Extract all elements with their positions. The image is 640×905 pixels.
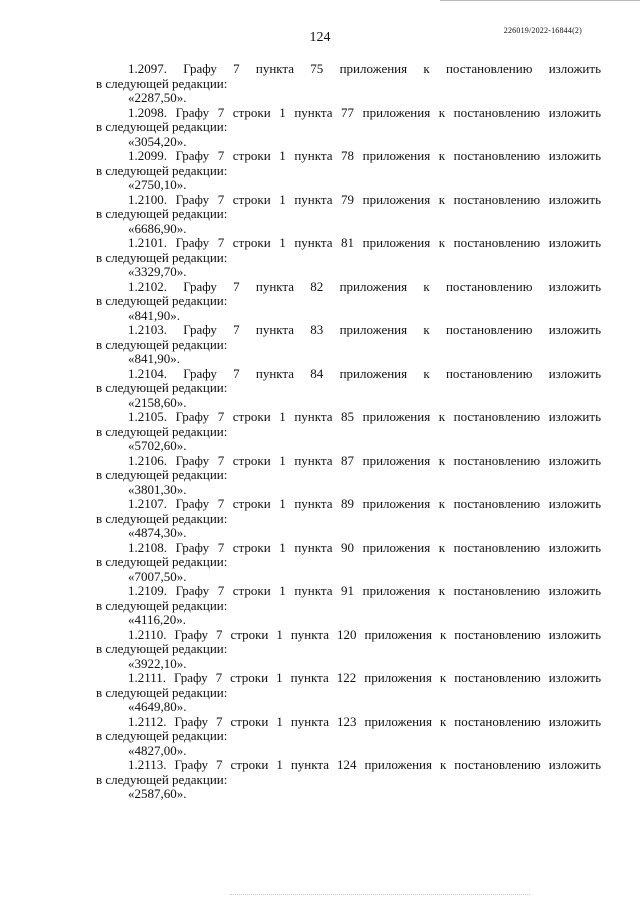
amendment-text: 1.2109. Графу 7 строки 1 пункта 91 приложения к постановлению изложить <box>128 583 601 598</box>
document-id: 226019/2022-16844(2) <box>503 26 582 35</box>
amendment-list <box>96 62 601 802</box>
amendment-value: «2750,10». <box>128 177 187 192</box>
amendment-text: 1.2113. Графу 7 строки 1 пункта 124 приложения к постановлению изложить <box>128 757 601 772</box>
amendment-item <box>96 541 601 585</box>
amendment-continuation: в следующей редакции: <box>96 684 228 700</box>
amendment-value: «4116,20». <box>128 612 187 627</box>
amendment-value: «4874,30». <box>128 525 187 540</box>
amendment-text: 1.2110. Графу 7 строки 1 пункта 120 приложения к постановлению изложить <box>128 626 601 642</box>
amendment-value: «841,90». <box>128 307 180 323</box>
amendment-value: «3922,10». <box>128 655 187 671</box>
amendment-continuation: в следующей редакции: <box>96 423 228 439</box>
amendment-continuation: в следующей редакции: <box>96 597 228 613</box>
amendment-continuation: в следующей редакции: <box>96 467 228 482</box>
amendment-text: 1.2111. Графу 7 строки 1 пункта 122 приложения к постановлению изложить <box>128 670 601 685</box>
amendment-text: 1.2103. Графу 7 пункта 83 приложения к постановлению изложить <box>128 322 601 337</box>
amendment-item <box>96 671 601 715</box>
amendment-text: 1.2100. Графу 7 строки 1 пункта 79 приложения к постановлению изложить <box>128 191 601 207</box>
amendment-value: «3329,70». <box>128 264 187 279</box>
amendment-continuation: в следующей редакции: <box>96 641 228 656</box>
amendment-item <box>96 62 601 106</box>
amendment-text: 1.2099. Графу 7 строки 1 пункта 78 приложения к постановлению изложить <box>128 148 601 163</box>
amendment-item <box>96 410 601 454</box>
amendment-item <box>96 367 601 411</box>
amendment-continuation: в следующей редакции: <box>96 510 228 526</box>
amendment-text: 1.2098. Графу 7 строки 1 пункта 77 приложения к постановлению изложить <box>128 104 601 120</box>
amendment-item <box>96 106 601 150</box>
amendment-text: 1.2101. Графу 7 строки 1 пункта 81 приложения к постановлению изложить <box>128 235 601 250</box>
amendment-continuation: в следующей редакции: <box>96 336 228 352</box>
amendment-item <box>96 280 601 324</box>
amendment-value: «7007,50». <box>128 568 187 584</box>
amendment-continuation: в следующей редакции: <box>96 554 228 569</box>
amendment-item <box>96 497 601 541</box>
amendment-item <box>96 584 601 628</box>
amendment-continuation: в следующей редакции: <box>96 728 228 743</box>
amendment-item <box>96 715 601 759</box>
amendment-continuation: в следующей редакции: <box>96 206 228 221</box>
amendment-value: «3054,20». <box>128 133 187 149</box>
amendment-item <box>96 149 601 193</box>
amendment-continuation: в следующей редакции: <box>96 119 228 134</box>
amendment-value: «2587,60». <box>128 786 187 801</box>
amendment-item <box>96 236 601 280</box>
amendment-text: 1.2104. Графу 7 пункта 84 приложения к постановлению изложить <box>128 365 601 381</box>
amendment-value: «4649,80». <box>128 699 187 714</box>
amendment-continuation: в следующей редакции: <box>96 162 228 178</box>
amendment-value: «841,90». <box>128 351 180 366</box>
amendment-continuation: в следующей редакции: <box>96 75 228 91</box>
amendment-text: 1.2108. Графу 7 строки 1 пункта 90 приложения к постановлению изложить <box>128 539 601 555</box>
amendment-text: 1.2102. Графу 7 пункта 82 приложения к постановлению изложить <box>128 278 601 294</box>
amendment-text: 1.2106. Графу 7 строки 1 пункта 87 приложения к постановлению изложить <box>128 452 601 468</box>
amendment-value: «4827,00». <box>128 742 187 758</box>
amendment-continuation: в следующей редакции: <box>96 293 228 308</box>
amendment-continuation: в следующей редакции: <box>96 380 228 395</box>
amendment-text: 1.2097. Графу 7 пункта 75 приложения к постановлению изложить <box>128 61 601 76</box>
amendment-value: «5702,60». <box>128 438 187 453</box>
amendment-text: 1.2105. Графу 7 строки 1 пункта 85 приложения к постановлению изложить <box>128 409 601 424</box>
scan-artifact <box>230 894 530 901</box>
amendment-value: «2158,60». <box>128 394 187 410</box>
amendment-item <box>96 193 601 237</box>
amendment-value: «3801,30». <box>128 481 187 497</box>
amendment-text: 1.2112. Графу 7 строки 1 пункта 123 приложения к постановлению изложить <box>128 713 601 729</box>
amendment-continuation: в следующей редакции: <box>96 249 228 265</box>
page-number: 124 <box>309 30 331 45</box>
amendment-value: «2287,50». <box>128 90 187 105</box>
amendment-item <box>96 758 601 802</box>
amendment-text: 1.2107. Графу 7 строки 1 пункта 89 приложения к постановлению изложить <box>128 496 601 511</box>
amendment-value: «6686,90». <box>128 220 187 236</box>
amendment-continuation: в следующей редакции: <box>96 771 228 787</box>
amendment-item <box>96 628 601 672</box>
top-rule <box>440 0 640 1</box>
amendment-item <box>96 454 601 498</box>
amendment-item <box>96 323 601 367</box>
